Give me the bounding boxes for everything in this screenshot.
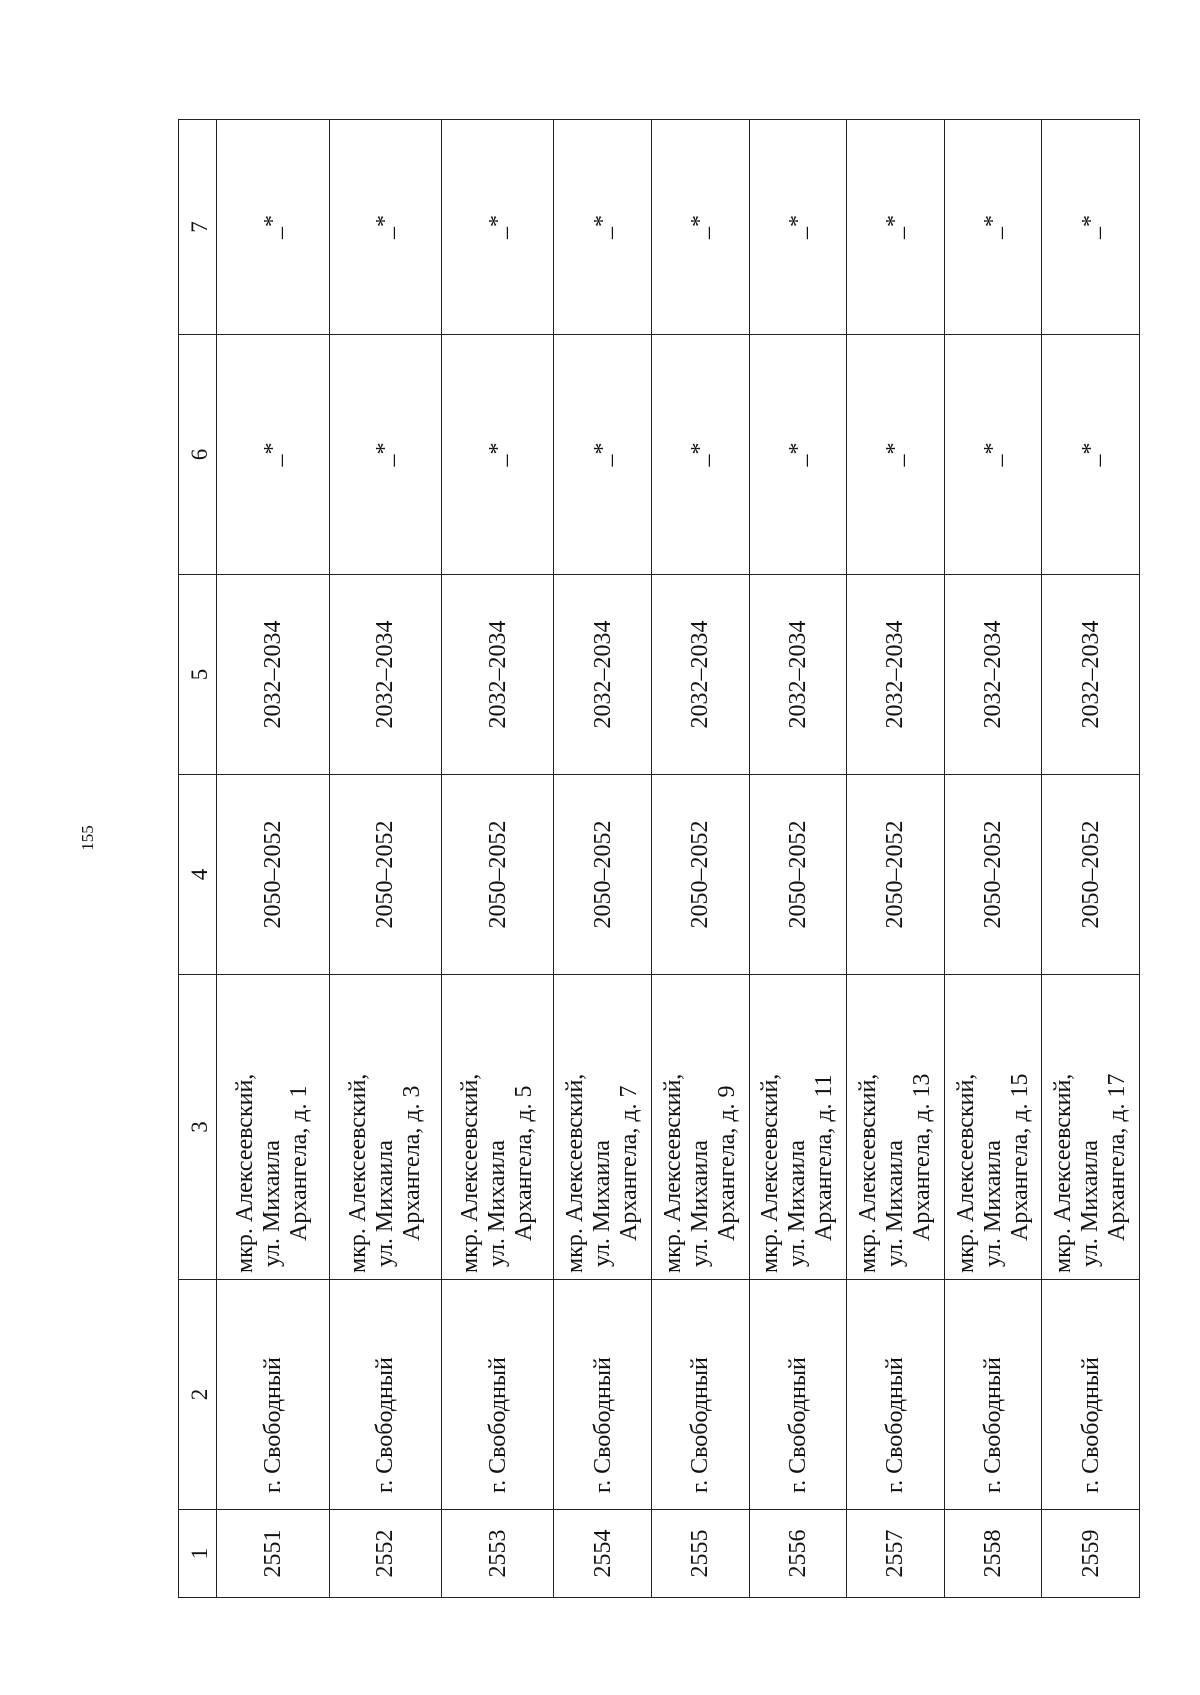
- column-number: 5: [179, 575, 217, 775]
- column-number: 4: [179, 775, 217, 975]
- address-cell: [442, 975, 554, 1280]
- value-cell-col7: _*: [442, 120, 554, 335]
- column-number: 3: [179, 975, 217, 1280]
- table-row: [217, 120, 329, 1598]
- period-cell-col4: 2050–2052: [442, 775, 554, 975]
- table-row: [1042, 120, 1140, 1598]
- row-number: 2557: [847, 1510, 945, 1598]
- register-table: [178, 119, 1140, 1598]
- address-line-3: Архангела, д. 11: [811, 1074, 838, 1241]
- period-cell-col4: 2050–2052: [1042, 775, 1140, 975]
- address-line-3: Архангела, д. 17: [1104, 1073, 1131, 1241]
- address-line-1: мкр. Алексеевский,: [457, 1073, 484, 1273]
- city-cell: г. Свободный: [329, 1280, 441, 1510]
- period-cell-col4: 2050–2052: [652, 775, 750, 975]
- address-line-3: Архангела, д. 9: [713, 1085, 740, 1241]
- row-number: 2558: [944, 1510, 1042, 1598]
- address-line-1: мкр. Алексеевский,: [232, 1073, 259, 1273]
- address-cell: [217, 975, 329, 1280]
- value-cell-col6: _*: [217, 335, 329, 575]
- city-cell: г. Свободный: [442, 1280, 554, 1510]
- address-line-2: ул. Михаила: [589, 1140, 616, 1267]
- address-line-2: ул. Михаила: [259, 1140, 286, 1267]
- column-number: 1: [179, 1510, 217, 1598]
- value-cell-col6: _*: [847, 335, 945, 575]
- address-line-1: мкр. Алексеевский,: [562, 1073, 589, 1273]
- address-cell: [1042, 975, 1140, 1280]
- value-cell-col7: _*: [944, 120, 1042, 335]
- value-cell-col6: _*: [944, 335, 1042, 575]
- value-cell-col6: _*: [749, 335, 847, 575]
- column-number: 6: [179, 335, 217, 575]
- address-line-1: мкр. Алексеевский,: [952, 1073, 979, 1273]
- address-cell: [749, 975, 847, 1280]
- address-line-1: мкр. Алексеевский,: [344, 1073, 371, 1273]
- period-cell-col5: 2032–2034: [1042, 575, 1140, 775]
- address-line-3: Архангела, д. 7: [616, 1085, 643, 1241]
- page-number: 155: [78, 825, 97, 851]
- value-cell-col7: _*: [1042, 120, 1140, 335]
- address-line-1: мкр. Алексеевский,: [1050, 1073, 1077, 1273]
- address-line-2: ул. Михаила: [1077, 1140, 1104, 1267]
- row-number: 2551: [217, 1510, 329, 1598]
- address-line-2: ул. Михаила: [371, 1140, 398, 1267]
- city-cell: г. Свободный: [847, 1280, 945, 1510]
- table-row: [847, 120, 945, 1598]
- value-cell-col7: _*: [749, 120, 847, 335]
- address-line-1: мкр. Алексеевский,: [659, 1073, 686, 1273]
- address-line-3: Архангела, д. 3: [398, 1085, 425, 1241]
- period-cell-col4: 2050–2052: [217, 775, 329, 975]
- table-row: [329, 120, 441, 1598]
- address-line-3: Архангела, д. 13: [908, 1073, 935, 1241]
- city-cell: г. Свободный: [749, 1280, 847, 1510]
- address-line-2: ул. Михаила: [979, 1140, 1006, 1267]
- period-cell-col5: 2032–2034: [329, 575, 441, 775]
- period-cell-col4: 2050–2052: [749, 775, 847, 975]
- value-cell-col6: _*: [652, 335, 750, 575]
- value-cell-col7: _*: [847, 120, 945, 335]
- address-line-1: мкр. Алексеевский,: [854, 1073, 881, 1273]
- period-cell-col5: 2032–2034: [652, 575, 750, 775]
- address-line-3: Архангела, д. 5: [511, 1085, 538, 1241]
- address-line-3: Архангела, д. 1: [286, 1085, 313, 1241]
- value-cell-col6: _*: [442, 335, 554, 575]
- period-cell-col5: 2032–2034: [847, 575, 945, 775]
- table-row: [944, 120, 1042, 1598]
- column-number-row: [179, 120, 217, 1598]
- value-cell-col7: _*: [217, 120, 329, 335]
- table-row: [652, 120, 750, 1598]
- address-cell: [944, 975, 1042, 1280]
- value-cell-col7: _*: [652, 120, 750, 335]
- value-cell-col7: _*: [329, 120, 441, 335]
- period-cell-col5: 2032–2034: [749, 575, 847, 775]
- address-cell: [554, 975, 652, 1280]
- address-line-2: ул. Михаила: [784, 1140, 811, 1267]
- address-line-2: ул. Михаила: [686, 1140, 713, 1267]
- address-line-3: Архангела, д. 15: [1006, 1073, 1033, 1241]
- period-cell-col4: 2050–2052: [329, 775, 441, 975]
- value-cell-col6: _*: [329, 335, 441, 575]
- table-body: [179, 120, 1140, 1598]
- table-row: [749, 120, 847, 1598]
- rotated-table-container: [178, 120, 1140, 1598]
- row-number: 2555: [652, 1510, 750, 1598]
- value-cell-col7: _*: [554, 120, 652, 335]
- period-cell-col4: 2050–2052: [554, 775, 652, 975]
- value-cell-col6: _*: [554, 335, 652, 575]
- city-cell: г. Свободный: [1042, 1280, 1140, 1510]
- row-number: 2553: [442, 1510, 554, 1598]
- period-cell-col5: 2032–2034: [217, 575, 329, 775]
- city-cell: г. Свободный: [217, 1280, 329, 1510]
- table-row: [442, 120, 554, 1598]
- row-number: 2554: [554, 1510, 652, 1598]
- period-cell-col5: 2032–2034: [554, 575, 652, 775]
- address-cell: [329, 975, 441, 1280]
- city-cell: г. Свободный: [652, 1280, 750, 1510]
- table-row: [554, 120, 652, 1598]
- period-cell-col4: 2050–2052: [847, 775, 945, 975]
- address-cell: [847, 975, 945, 1280]
- address-cell: [652, 975, 750, 1280]
- city-cell: г. Свободный: [554, 1280, 652, 1510]
- address-line-2: ул. Михаила: [484, 1140, 511, 1267]
- address-line-2: ул. Михаила: [881, 1140, 908, 1267]
- city-cell: г. Свободный: [944, 1280, 1042, 1510]
- column-number: 2: [179, 1280, 217, 1510]
- row-number: 2559: [1042, 1510, 1140, 1598]
- row-number: 2556: [749, 1510, 847, 1598]
- value-cell-col6: _*: [1042, 335, 1140, 575]
- period-cell-col5: 2032–2034: [442, 575, 554, 775]
- row-number: 2552: [329, 1510, 441, 1598]
- period-cell-col4: 2050–2052: [944, 775, 1042, 975]
- period-cell-col5: 2032–2034: [944, 575, 1042, 775]
- column-number: 7: [179, 120, 217, 335]
- address-line-1: мкр. Алексеевский,: [757, 1073, 784, 1273]
